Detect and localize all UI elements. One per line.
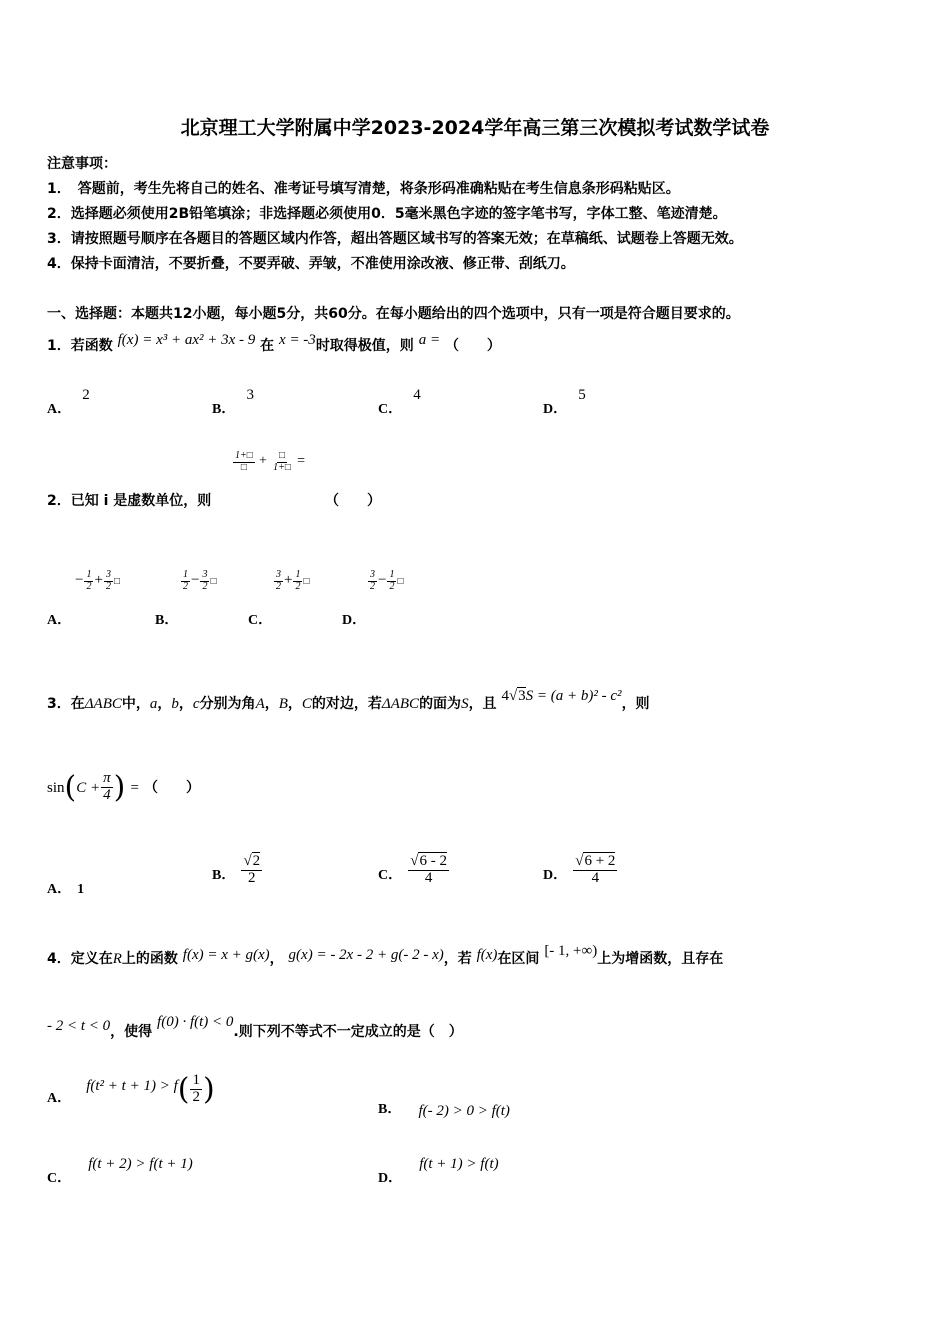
q3-equation: 4√3S = (a + b)² - c² [501, 688, 622, 704]
q1-option-a: A． 2 [47, 387, 90, 417]
notice-item-3: 3．请按照题号顺序在各题目的答题区域内作答，超出答题区域书写的答案无效；在草稿纸、试题卷上答题无效。 [47, 231, 743, 247]
notice-heading: 注意事项： [47, 156, 117, 172]
q2-option-c-label: C． [248, 613, 273, 628]
q1-option-d: D． 5 [543, 387, 586, 417]
q3-option-b: B． $\frac{√2}{2}$ [212, 853, 261, 886]
q3-option-a: A． 1 [47, 882, 85, 897]
notice-item-1: 1． 答题前，考生先将自己的姓名、准考证号填写清楚，将条形码准确粘贴在考生信息条形码粘贴区。 [47, 181, 680, 197]
q2-option-b-label: B． [155, 613, 179, 628]
section-heading: 一、选择题：本题共12小题，每小题5分，共60分。在每小题给出的四个选项中，只有一项是符合题目要求的。 [47, 306, 740, 322]
notice-item-2: 2．选择题必须使用2B铅笔填涂；非选择题必须使用0．5毫米黑色字迹的签字笔书写，字体工整、笔迹清楚。 [47, 206, 727, 222]
q4-option-d: D． f(t + 1) > f(t) [378, 1156, 499, 1186]
q3-option-c: C． $\frac{√6 - 2}{4}$ [378, 853, 447, 886]
q1-function: f(x) = x³ + ax² + 3x - 9 [117, 332, 256, 348]
question-3: 3．在ΔABC中，a，b，c分别为角A，B，C的对边，若ΔABC的面为S，且 4√3S = (a + b)² - c²，则 [47, 688, 650, 712]
q2-option-b-expr: $\frac{1}{2}$ − $\frac{3}{2}$ □ [183, 569, 217, 592]
q2-expression: $\frac{1+□}{□}$ + $\frac{□}{1+□}$ = [235, 450, 305, 473]
q1-prefix: 1．若函数 [47, 338, 113, 354]
question-4-line-2: - 2 < t < 0，使得 f(0) · f(t) < 0.则下列不等式不一定成立的是（ ） [47, 1014, 463, 1040]
q3-sin-expression: sin(C + $\frac{\pi}{4}$ ) = （ ） [47, 770, 201, 805]
q3-option-d: D． $\frac{√6 + 2}{4}$ [543, 853, 616, 886]
q2-option-a-expr: − $\frac{1}{2}$ + $\frac{3}{2}$ □ [75, 569, 120, 592]
q2-option-d-expr: $\frac{3}{2}$ − $\frac{1}{2}$ □ [370, 569, 404, 592]
q2-option-d-label: D． [342, 613, 367, 628]
q1-suffix: 时取得极值，则 [315, 338, 414, 354]
page-title: 北京理工大学附属中学2023-2024学年高三第三次模拟考试数学试卷 [180, 117, 770, 139]
q1-blank: （ ） [444, 338, 501, 354]
q2-blank: （ ） [325, 493, 381, 509]
q2-option-c-expr: $\frac{3}{2}$ + $\frac{1}{2}$ □ [276, 569, 310, 592]
q1-var: a = [418, 332, 441, 348]
q1-condition: x = -3 [279, 332, 316, 348]
question-4-line-1: 4．定义在R上的函数 f(x) = x + g(x)， g(x) = - 2x - 2 + g(- 2 - x)，若 f(x)在区间 [- 1, +∞)上为增函数，且存在 [47, 943, 724, 967]
q1-option-b: B． 3 [212, 387, 254, 417]
question-2-text: 2．已知 i 是虚数单位，则 [47, 493, 212, 509]
q2-option-a-label: A． [47, 613, 72, 628]
q4-option-c: C． f(t + 2) > f(t + 1) [47, 1156, 193, 1186]
notice-item-4: 4．保持卡面清洁，不要折叠，不要弄破、弄皱，不准使用涂改液、修正带、刮纸刀。 [47, 256, 575, 272]
q1-mid: 在 [260, 338, 275, 354]
q4-option-b: B． f(- 2) > 0 > f(t) [378, 1102, 510, 1119]
q4-option-a: A． f(t² + t + 1) > f( $\frac{1}{2}$ ) [47, 1072, 215, 1107]
question-1 [47, 332, 501, 355]
q1-option-c: C． 4 [378, 387, 421, 417]
